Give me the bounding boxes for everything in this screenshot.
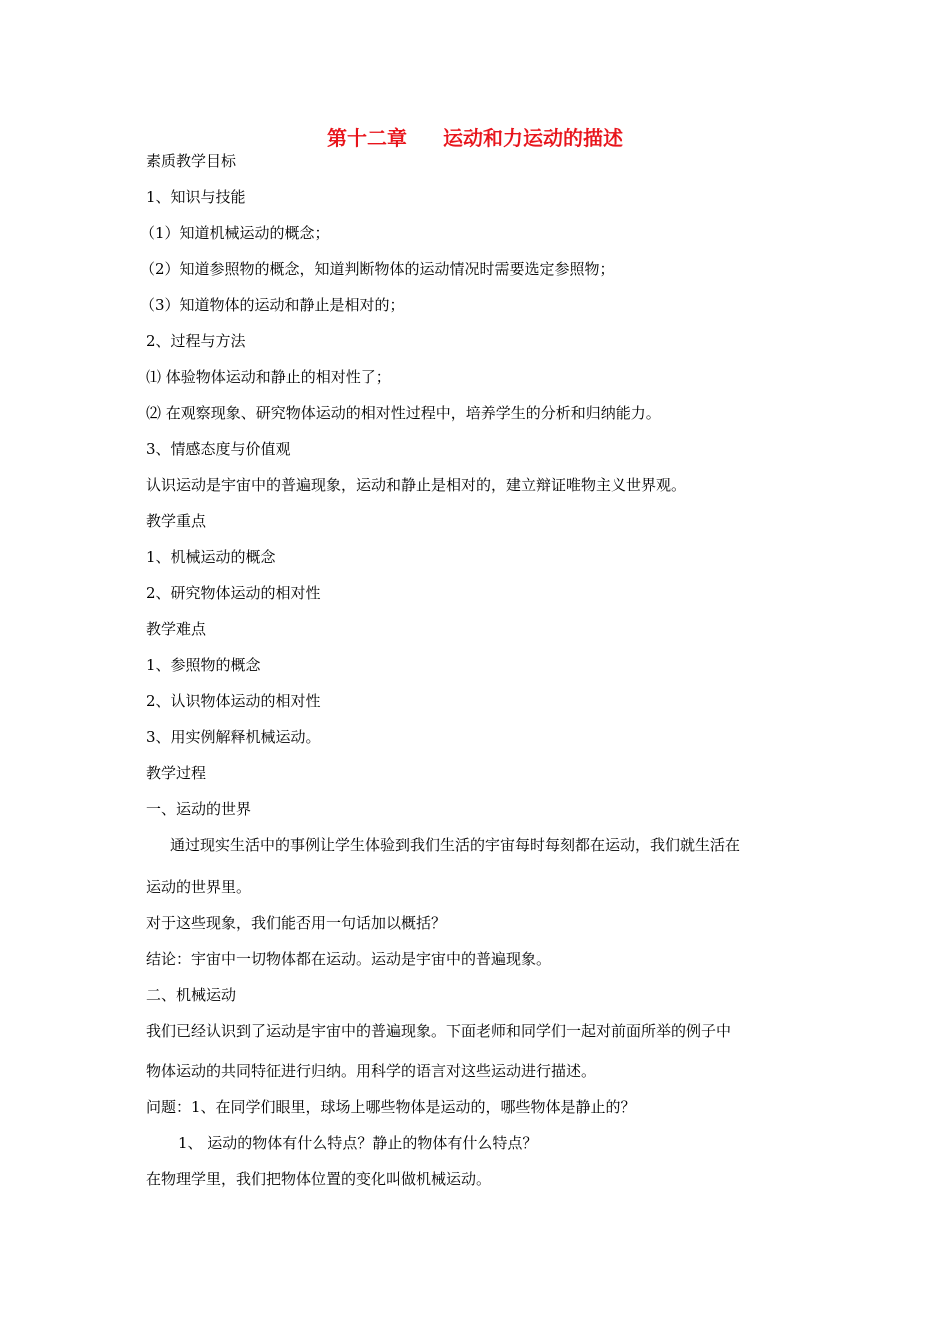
paragraph: 认识运动是宇宙中的普遍现象，运动和静止是相对的，建立辩证唯物主义世界观。 bbox=[146, 476, 687, 494]
section-heading-key-points: 教学重点 bbox=[146, 512, 207, 530]
question: 问题：1、在同学们眼里，球场上哪些物体是运动的，哪些物体是静止的？ bbox=[146, 1098, 636, 1116]
list-item: ⑴ 体验物体运动和静止的相对性了； bbox=[146, 368, 391, 386]
list-item: 3、用实例解释机械运动。 bbox=[146, 728, 321, 746]
title-chapter: 第十二章 bbox=[327, 126, 407, 150]
paragraph-continuation: 运动的世界里。 bbox=[146, 878, 252, 896]
subheading-knowledge: 1、知识与技能 bbox=[146, 188, 246, 206]
question-item: 1、 运动的物体有什么特点？静止的物体有什么特点？ bbox=[178, 1134, 538, 1152]
list-item: 2、认识物体运动的相对性 bbox=[146, 692, 321, 710]
paragraph: 通过现实生活中的事例让学生体验到我们生活的宇宙每时每刻都在运动，我们就生活在 bbox=[170, 836, 741, 854]
subheading-world-of-motion: 一、运动的世界 bbox=[146, 800, 252, 818]
title-topic: 运动和力运动的描述 bbox=[443, 126, 623, 150]
paragraph-continuation: 物体运动的共同特征进行归纳。用科学的语言对这些运动进行描述。 bbox=[146, 1062, 597, 1080]
subheading-mechanical-motion: 二、机械运动 bbox=[146, 986, 237, 1004]
list-item: （1）知道机械运动的概念； bbox=[140, 224, 330, 242]
paragraph: 对于这些现象，我们能否用一句话加以概括？ bbox=[146, 914, 447, 932]
definition: 在物理学里，我们把物体位置的变化叫做机械运动。 bbox=[146, 1170, 492, 1188]
section-heading-process: 教学过程 bbox=[146, 764, 207, 782]
document-title bbox=[0, 122, 950, 151]
paragraph: 我们已经认识到了运动是宇宙中的普遍现象。下面老师和同学们一起对前面所举的例子中 bbox=[146, 1022, 732, 1040]
list-item: 1、参照物的概念 bbox=[146, 656, 261, 674]
list-item: ⑵ 在观察现象、研究物体运动的相对性过程中，培养学生的分析和归纳能力。 bbox=[146, 404, 661, 422]
section-heading-difficulties: 教学难点 bbox=[146, 620, 207, 638]
list-item: 1、机械运动的概念 bbox=[146, 548, 276, 566]
subheading-process: 2、过程与方法 bbox=[146, 332, 246, 350]
subheading-attitude: 3、情感态度与价值观 bbox=[146, 440, 291, 458]
list-item: 2、研究物体运动的相对性 bbox=[146, 584, 321, 602]
list-item: （2）知道参照物的概念，知道判断物体的运动情况时需要选定参照物； bbox=[140, 260, 615, 278]
conclusion: 结论：宇宙中一切物体都在运动。运动是宇宙中的普遍现象。 bbox=[146, 950, 552, 968]
section-heading-goals: 素质教学目标 bbox=[146, 152, 237, 170]
list-item: （3）知道物体的运动和静止是相对的； bbox=[140, 296, 405, 314]
